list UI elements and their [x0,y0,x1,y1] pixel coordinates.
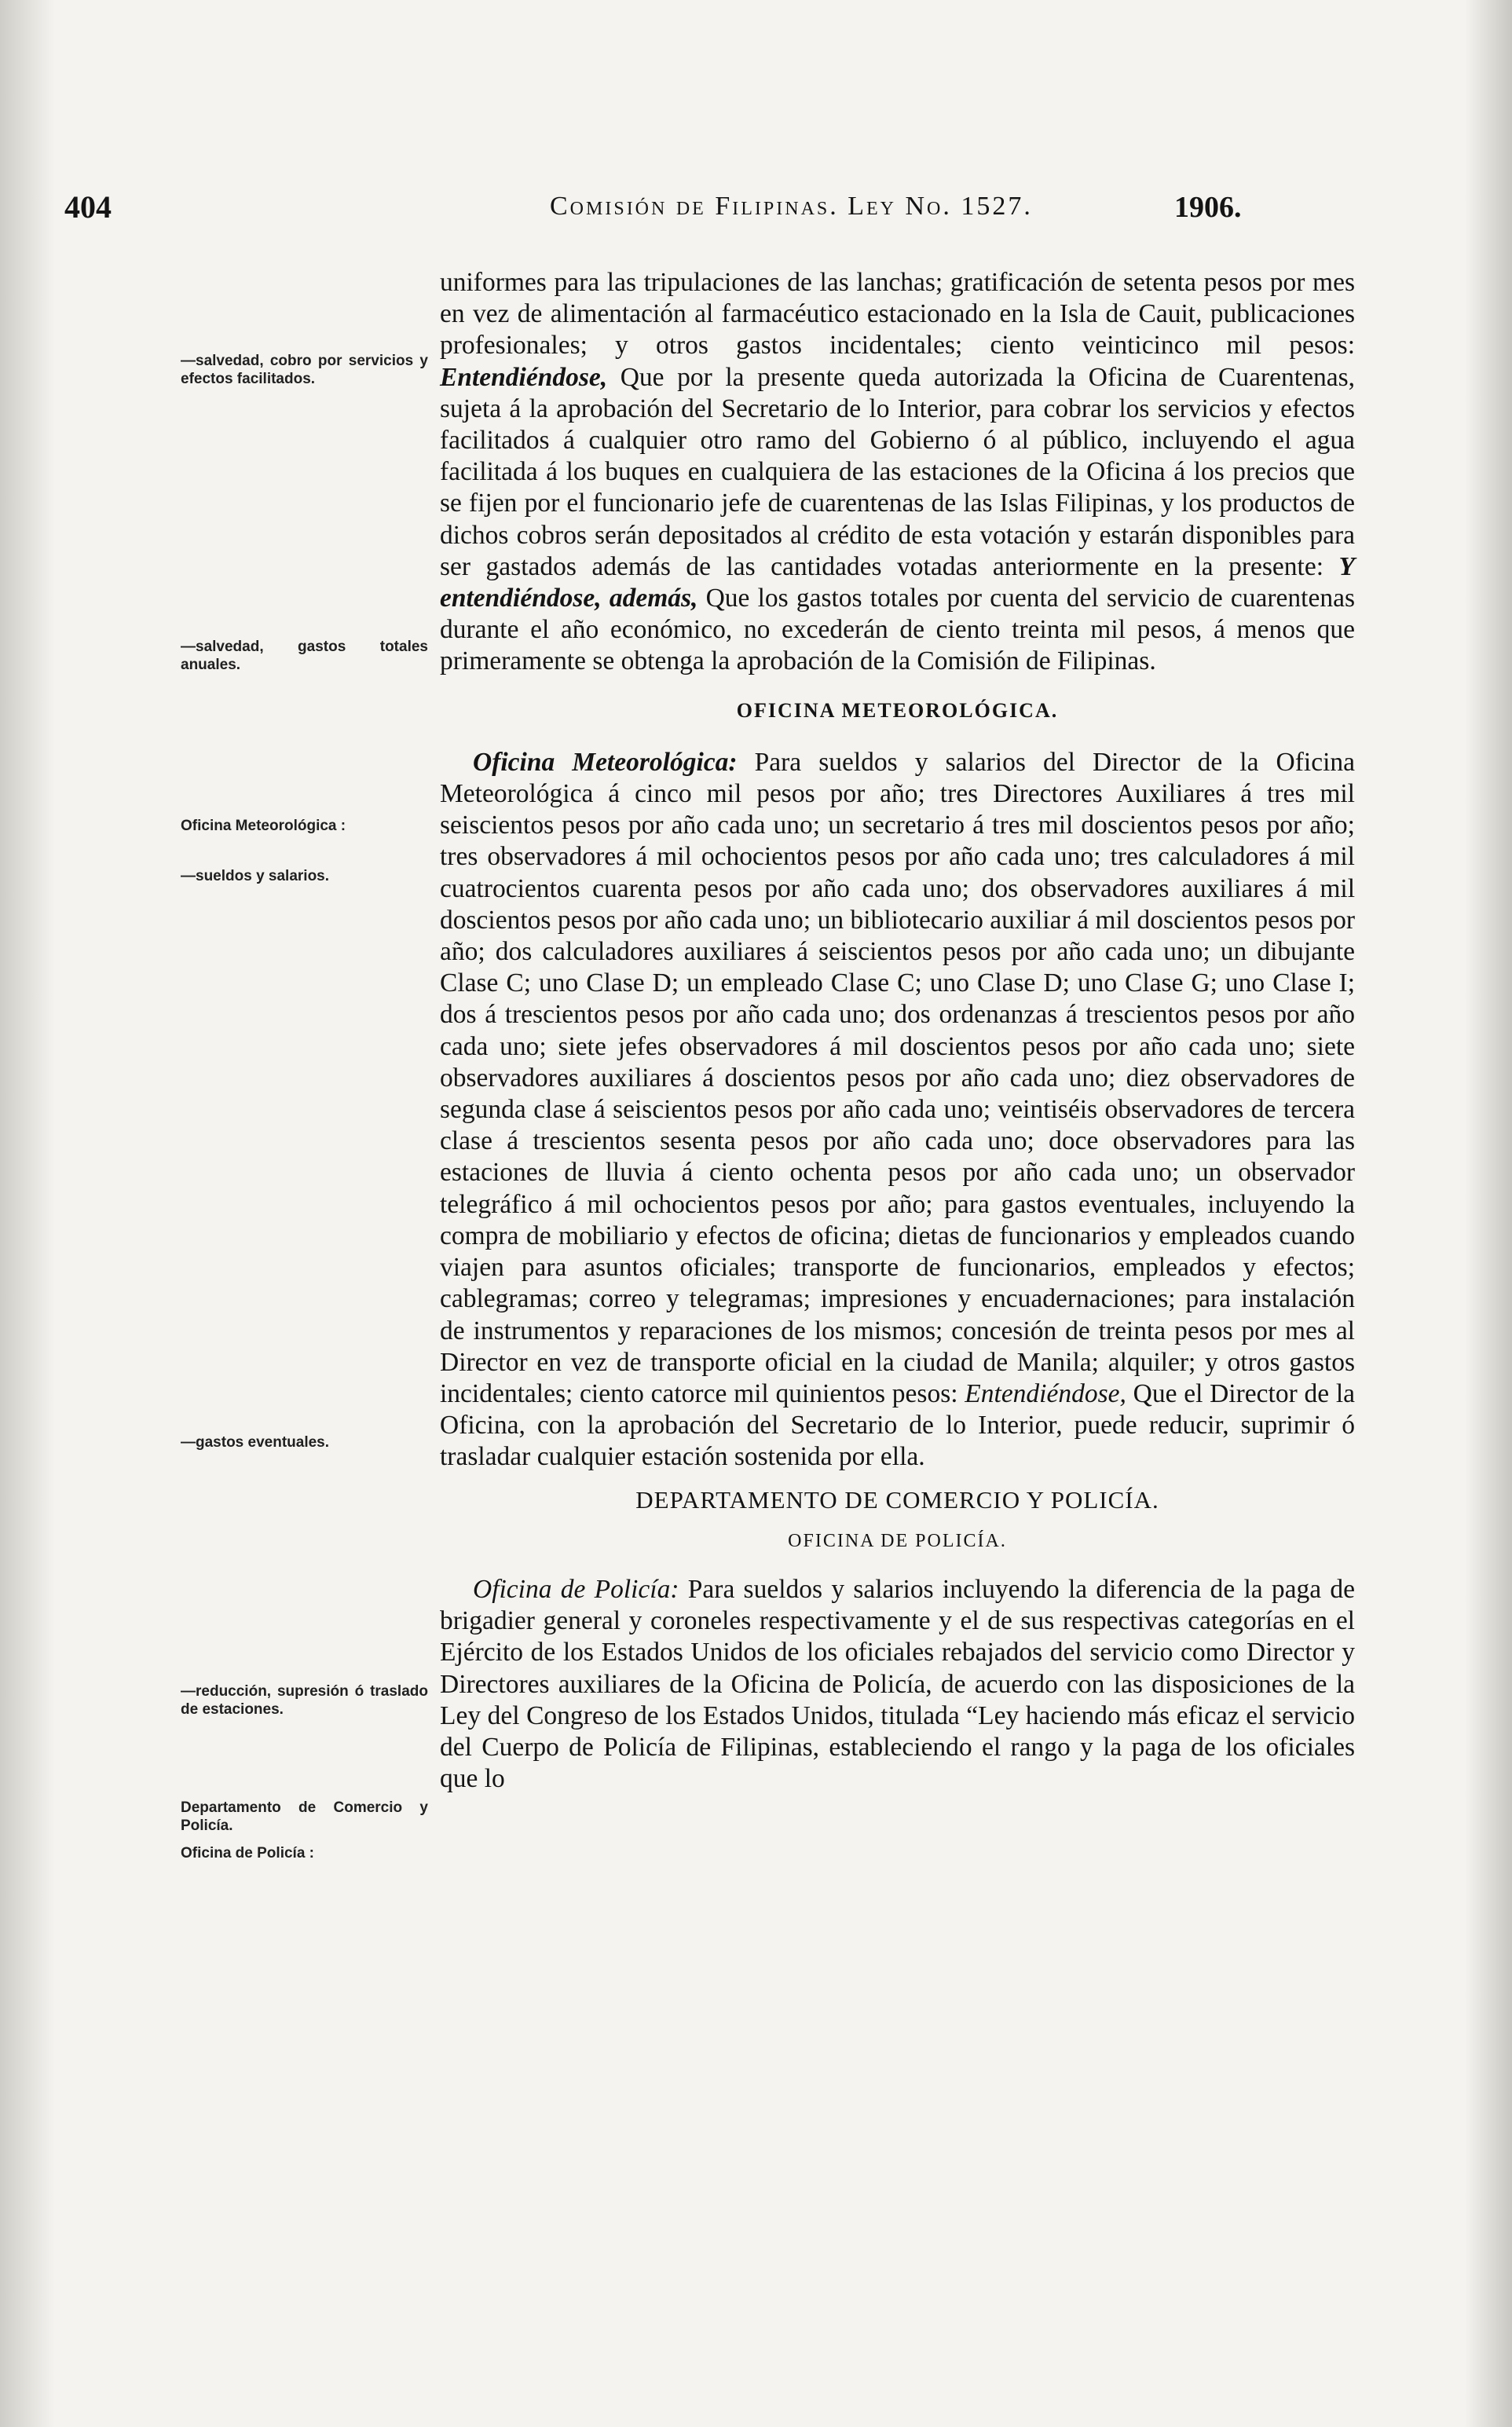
running-title: Comisión de Filipinas. Ley No. 1527. [550,192,1033,221]
sidenote-oficina-meteorologica: Oficina Meteorológica : [181,818,346,834]
sidenote-gastos-eventuales: —gastos eventuales. [181,1434,330,1451]
body-text [440,267,1355,1795]
page-number: 404 [64,189,112,225]
paragraph-meteorologica: Oficina Meteorológica: Para sueldos y salarios del Director de la Oficina Meteorológica á cinco mil pesos por año; tres Directores Auxiliares á tres mil seiscientos pesos por año cada uno; un secretario á tres mil doscientos pesos por año; tres observadores á mil ochocientos pesos por año cada uno; tres calculadores á mil cuatrocientos cuarenta pesos por año cada uno; dos observadores auxiliares á mil doscientos pesos por año cada uno; un bibliotecario auxiliar á mil doscientos pesos por año; dos calculadores auxiliares á seiscientos pesos por año cada uno; un dibujante Clase C; uno Clase D; un empleado Clase C; uno Clase D; uno Clase G; uno Clase I; dos á trescientos pesos por año cada uno; dos ordenanzas á trescientos pesos por año cada uno; siete jefes observadores á mil doscientos pesos por año cada uno; siete observadores auxiliares á doscientos pesos por año cada uno; diez observadores de segunda clase á seiscientos pesos por año cada uno; veintiséis observadores de tercera clase á trescientos sesenta pesos por año cada uno; doce observadores para las estaciones de lluvia á ciento ochenta pesos por año cada uno; un observador telegráfico á mil ochocientos pesos por año; para gastos eventuales, incluyendo la compra de mobiliario y efectos de oficina; dietas de funcionarios y empleados cuando viajen para asuntos oficiales; transporte de funcionarios, empleados y efectos; cablegramas; correo y telegramas; impresiones y encuadernaciones; para instalación de instrumentos y reparaciones de los mismos; concesión de treinta pesos por mes al Director en vez de transporte oficial en la ciudad de Manila; alquiler; y otros gastos incidentales; ciento catorce mil quinientos pesos: Entendiéndose, Que el Director de la Oficina, con la aprobación del Secretario de lo Interior, puede reducir, suprimir ó trasladar cualquier estación sostenida por ella. [440,747,1356,1472]
paragraph-cuarentenas: uniformes para las tripulaciones de las lanchas; gratificación de setenta pesos por mes en vez de alimentación al farmacéutico estacionado en la Isla de Cauit, publicaciones profesionales; y otros gastos incidentales; ciento veinticinco mil pesos: Entendiéndose, Que por la presente queda autorizada la Oficina de Cuarentenas, sujeta á la aprobación del Secretario de lo Interior, para cobrar los servicios y efectos facilitados á cualquier otro ramo del Gobierno ó al público, incluyendo el agua facilitada á los buques en cualquiera de las estaciones de la Oficina á los precios que se fijen por el funcionario jefe de cuarentenas de las Islas Filipinas, y los productos de dichos cobros serán depositados al crédito de esta votación y estarán disponibles para ser gastados además de las cantidades votadas anteriormente en la presente: Y entendiéndose, además, Que los gastos totales por cuenta del servicio de cuarentenas durante el año económico, no excederán de ciento treinta mil pesos, á menos que primeramente se obtenga la aprobación de la Comisión de Filipinas. [440,268,1356,676]
page-edge-shadow-right [1465,0,1512,2427]
sidenote-sueldos-salarios: —sueldos y salarios. [181,868,330,884]
sidenote-reduccion-estaciones: —reducción, supresión ó traslado de estaciones. [181,1683,428,1718]
sidenote-salvedad-cobro: —salvedad, cobro por servicios y efectos facilitados. [181,353,428,387]
heading-oficina-policia: OFICINA DE POLICÍA. [788,1530,1007,1551]
page-edge-shadow-left [0,0,55,2427]
heading-departamento-comercio: DEPARTAMENTO DE COMERCIO Y POLICÍA. [635,1485,1159,1514]
sidenote-salvedad-gastos: —salvedad, gastos totales anuales. [181,639,428,673]
running-year: 1906. [1174,191,1242,224]
sidenote-oficina-policia: Oficina de Policía : [181,1845,314,1861]
paragraph-policia: Oficina de Policía: Para sueldos y salarios incluyendo la diferencia de la paga de brigadier general y coroneles respectivamente y el de sus respectivas categorías en el Ejército de los Estados Unidos de los oficiales rebajados del servicio como Director y Directores auxiliares de la Oficina de Policía, de acuerdo con las disposiciones de la Ley del Congreso de los Estados Unidos, titulada “Ley haciendo más eficaz el servicio del Cuerpo de Policía de Filipinas, estableciendo el rango y la paga de los oficiales que lo [440,1574,1355,1794]
heading-oficina-meteorologica: OFICINA METEOROLÓGICA. [736,698,1059,722]
page-header [0,189,1512,236]
sidenote-departamento-comercio: Departamento de Comercio y Policía. [181,1799,428,1834]
